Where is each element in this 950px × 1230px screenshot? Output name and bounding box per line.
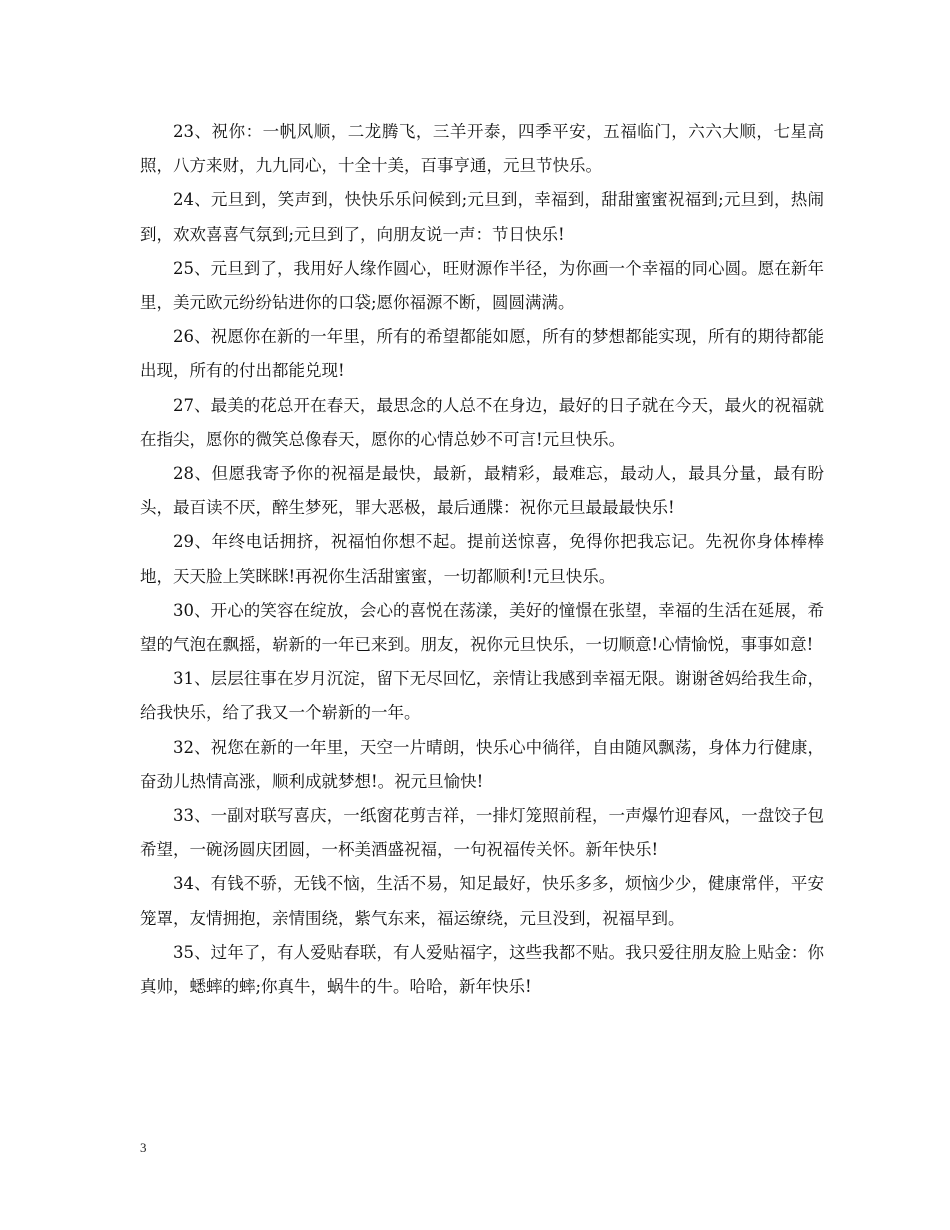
paragraph-27: 27、最美的花总开在春天，最思念的人总不在身边，最好的日子就在今天，最火的祝福就在指尖，愿你的微笑总像春天，愿你的心情总妙不可言!元旦快乐。 — [140, 395, 824, 449]
paragraph-23: 23、祝你：一帆风顺，二龙腾飞，三羊开泰，四季平安，五福临门，六六大顺，七星高照，八方来财，九九同心，十全十美，百事亨通，元旦节快乐。 — [140, 122, 824, 176]
paragraph-29: 29、年终电话拥挤，祝福怕你想不起。提前送惊喜，免得你把我忘记。先祝你身体棒棒地，天天脸上笑眯眯!再祝你生活甜蜜蜜，一切都顺利!元旦快乐。 — [140, 532, 824, 586]
paragraph-31: 31、层层往事在岁月沉淀，留下无尽回忆，亲情让我感到幸福无限。谢谢爸妈给我生命，给我快乐，给了我又一个崭新的一年。 — [140, 669, 824, 723]
paragraph-32: 32、祝您在新的一年里，天空一片晴朗，快乐心中徜徉，自由随风飘荡，身体力行健康，奋劲儿热情高涨，顺利成就梦想!。祝元旦愉快! — [140, 737, 824, 791]
paragraph-26: 26、祝愿你在新的一年里，所有的希望都能如愿，所有的梦想都能实现，所有的期待都能出现，所有的付出都能兑现! — [140, 327, 824, 381]
paragraph-28: 28、但愿我寄予你的祝福是最快，最新，最精彩，最难忘，最动人，最具分量，最有盼头，最百读不厌，醉生梦死，罪大恶极，最后通牒：祝你元旦最最最快乐! — [140, 464, 824, 518]
paragraph-33: 33、一副对联写喜庆，一纸窗花剪吉祥，一排灯笼照前程，一声爆竹迎春风，一盘饺子包希望，一碗汤圆庆团圆，一杯美酒盛祝福，一句祝福传关怀。新年快乐! — [140, 806, 824, 860]
paragraph-24: 24、元旦到，笑声到，快快乐乐问候到;元旦到，幸福到，甜甜蜜蜜祝福到;元旦到，热闹到，欢欢喜喜气氛到;元旦到了，向朋友说一声：节日快乐! — [140, 190, 824, 244]
document-body — [140, 115, 824, 1004]
paragraph-25: 25、元旦到了，我用好人缘作圆心，旺财源作半径，为你画一个幸福的同心圆。愿在新年里，美元欧元纷纷钻进你的口袋;愿你福源不断，圆圆满满。 — [140, 258, 824, 313]
paragraph-30: 30、开心的笑容在绽放，会心的喜悦在荡漾，美好的憧憬在张望，幸福的生活在延展，希望的气泡在飘摇，崭新的一年已来到。朋友，祝你元旦快乐，一切顺意!心情愉悦，事事如意! — [140, 600, 824, 655]
page-number: 3 — [140, 1140, 147, 1155]
paragraph-34: 34、有钱不骄，无钱不恼，生活不易，知足最好，快乐多多，烦恼少少，健康常伴，平安笼罩，友情拥抱，亲情围绕，紫气东来，福运缭绕，元旦没到，祝福早到。 — [140, 874, 824, 928]
paragraph-35: 35、过年了，有人爱贴春联，有人爱贴福字，这些我都不贴。我只爱往朋友脸上贴金：你真帅，蟋蟀的蟀;你真牛，蜗牛的牛。哈哈，新年快乐! — [140, 942, 824, 997]
